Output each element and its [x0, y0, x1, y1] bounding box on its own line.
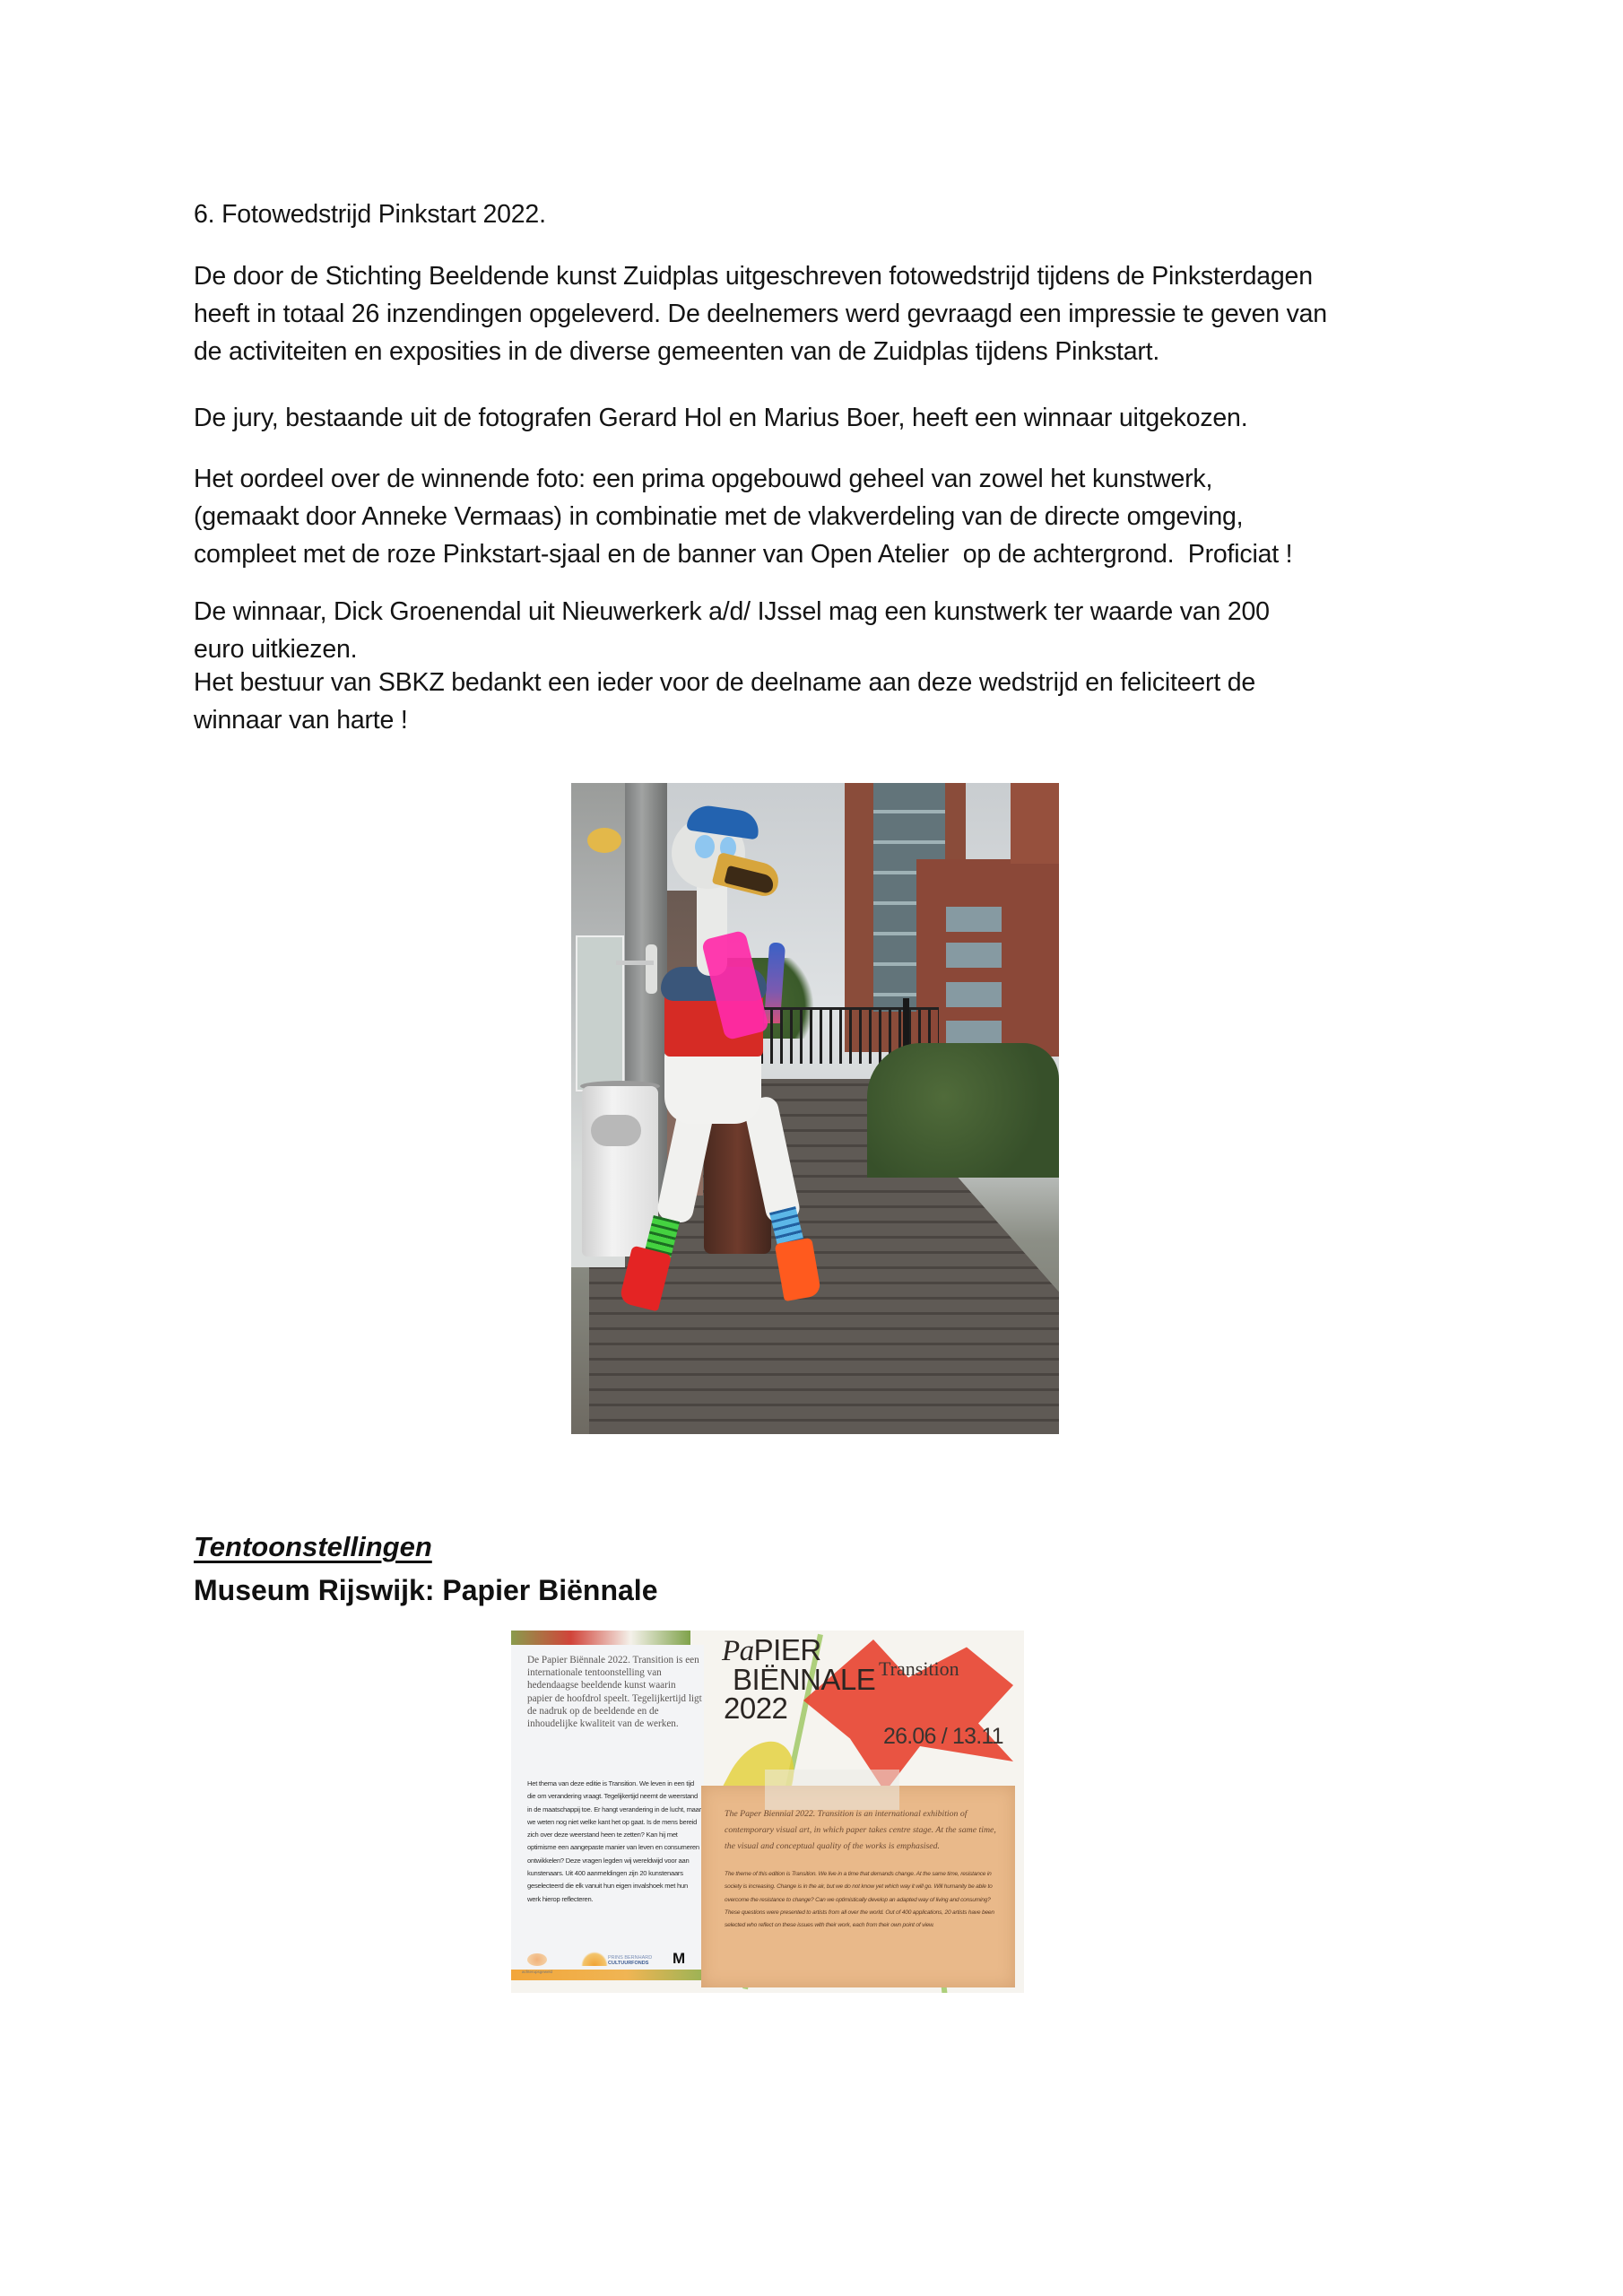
text-line: De jury, bestaande uit de fotografen Gerard Hol en Marius Boer, heeft een winnaar uitgekozen. — [194, 404, 1248, 432]
title-pa: Pa — [722, 1635, 754, 1667]
text-line: De door de Stichting Beeldende kunst Zuidplas uitgeschreven fotowedstrijd tijdens de Pinksterdagen — [194, 262, 1313, 291]
door-handle — [616, 961, 654, 965]
image-strip — [511, 1631, 690, 1645]
paragraph-thanks — [194, 664, 1458, 739]
title-year: 2022 — [724, 1692, 788, 1725]
logo-line: PRINS BERNHARD — [608, 1955, 653, 1961]
tape — [765, 1770, 899, 1810]
bin-opening — [591, 1115, 641, 1146]
text-line: (gemaakt door Anneke Vermaas) in combinatie met de vlakverdeling van de directe omgeving, — [194, 502, 1244, 531]
cultuurfonds-logo-icon — [581, 1952, 608, 1966]
poster-theme-nl: Het thema van deze editie is Transition. We leven in een tijd die om verandering vraagt. Tegelijkertijd neemt de weerstand in de maatschappij toe. Er hangt verandering in de lucht, maar we weten nog niet welke kant het op gaat. Is de mens bereid zich over deze weerstand heen te zetten? Kan hij met optimisme een aangepaste manier van leven en consumeren ontwikkelen? Deze vragen legden wij wereldwijd voor aan kunstenaars. Uit 400 aanmeldingen zijn 20 kunstenaars geselecteerd die elk vanuit hun eigen invalshoek met hun werk hierop reflecteren. — [527, 1779, 701, 1903]
window — [946, 907, 1002, 932]
window — [946, 982, 1002, 1007]
papier-biennale-poster — [511, 1631, 1024, 1993]
poster-dates: 26.06 / 13.11 — [883, 1724, 1003, 1749]
glass-door — [576, 935, 624, 1091]
text-line: Het bestuur van SBKZ bedankt een ieder voor de deelname aan deze wedstrijd en feliciteert de — [194, 668, 1256, 697]
paragraph-intro — [194, 257, 1458, 370]
text-line: De winnaar, Dick Groenendal uit Nieuwerkerk a/d/ IJssel mag een kunstwerk ter waarde van 200 — [194, 597, 1270, 626]
paragraph-winner — [194, 593, 1458, 668]
section-heading: 6. Fotowedstrijd Pinkstart 2022. — [194, 200, 546, 229]
sponsor-logo-text: achterupsgeweld — [522, 1970, 553, 1974]
cultuurfonds-logo-text — [608, 1955, 652, 1966]
window — [946, 943, 1002, 968]
text-line: compleet met de roze Pinkstart-sjaal en de banner van Open Atelier op de achtergrond. Proficiat ! — [194, 540, 1293, 569]
brick-building-top — [1011, 783, 1059, 864]
paragraph-jury — [194, 399, 1458, 437]
door-handle-plate — [646, 944, 657, 994]
museum-logo: M — [673, 1950, 686, 1967]
text-line: de activiteiten en exposities in de diverse gemeenten van de Zuidplas tijdens Pinkstart. — [194, 337, 1160, 366]
sticker — [587, 828, 621, 853]
text-line: euro uitkiezen. — [194, 635, 358, 664]
duck-body — [664, 1048, 761, 1124]
winning-photo-duck-sculpture — [571, 783, 1059, 1434]
title-biennale: BIËNNALE — [733, 1663, 876, 1696]
poster-intro-en: The Paper Biennial 2022. Transition is an international exhibition of contemporary visual art, in which paper takes centre stage. At the same time, the visual and conceptual quality of the works is emphasised. — [725, 1809, 996, 1851]
text-line: heeft in totaal 26 inzendingen opgeleverd. De deelnemers werd gevraagd een impressie te geven van — [194, 300, 1327, 328]
hedge — [867, 1043, 1059, 1178]
poster-transition: Transition — [879, 1657, 959, 1680]
exhibition-title: Museum Rijswijk: Papier Biënnale — [194, 1574, 658, 1606]
exhibitions-heading: Tentoonstellingen — [194, 1531, 432, 1562]
duck-eye — [695, 835, 715, 858]
ashtray-bin — [582, 1086, 658, 1257]
logo-line: CULTUURFONDS — [608, 1961, 649, 1966]
poster-theme-en: The theme of this edition is Transition. We live in a time that demands change. At the same time, resistance in society is increasing. Change is in the air, but we do not know yet which way it will go. Will humanity be able to overcome the resistance to change? Can we optimistically develop an adapted way of living and consuming? These questions were presented to artists from all over the world. Out of 400 applications, 20 artists have been selected who reflect on these issues with their work, each from their own point of view. — [725, 1871, 994, 1929]
text-line: Het oordeel over de winnende foto: een prima opgebouwd geheel van zowel het kunstwerk, — [194, 465, 1213, 493]
text-line: winnaar van harte ! — [194, 706, 408, 735]
paragraph-judgement — [194, 460, 1458, 573]
title-pier: PIER — [753, 1633, 821, 1666]
poster-intro-nl: De Papier Biënnale 2022. Transition is een internationale tentoonstelling van hedendaagse beeldende kunst waarin papier de hoofdrol speelt. Tegelijkertijd ligt de nadruk op de beeldende en de inhoudelijke kwaliteit van de werken. — [527, 1655, 702, 1730]
window — [946, 1021, 1002, 1046]
sponsor-logo-icon — [527, 1953, 547, 1966]
poster-title — [722, 1633, 876, 1725]
